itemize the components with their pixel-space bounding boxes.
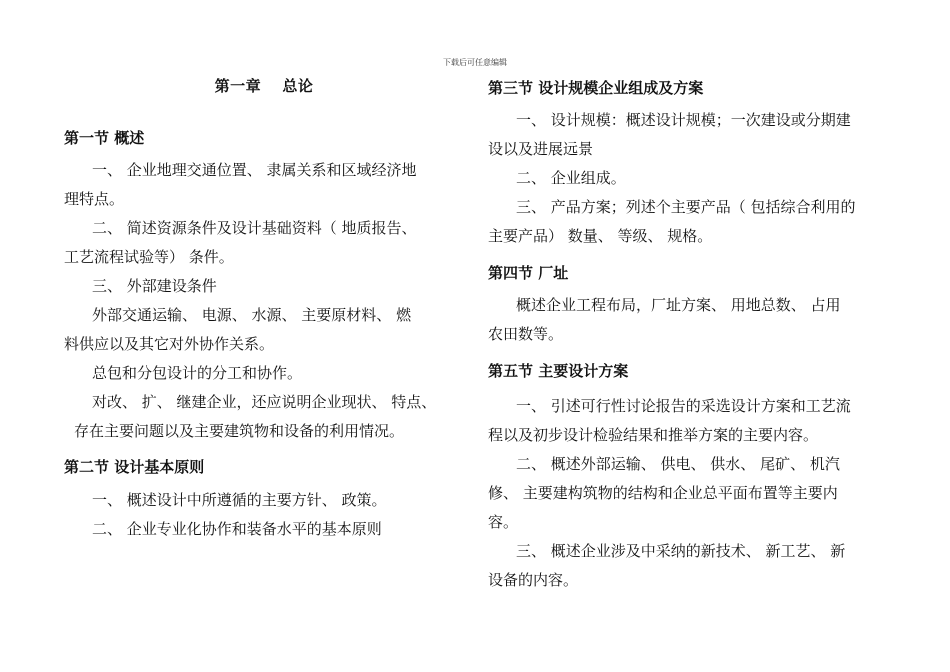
paragraph-line: 二、 企业组成。 (516, 169, 626, 187)
section-title-2: 第二节 设计基本原则 (64, 458, 205, 476)
paragraph-line: 设以及进展远景 (488, 140, 594, 158)
paragraph-line: 概述企业工程布局，厂址方案、 用地总数、 占用 (516, 296, 841, 314)
paragraph-line: 二、 概述外部运输、 供电、 供水、 尾矿、 机汽 (516, 455, 840, 473)
paragraph-line: 三、 产品方案；列述个主要产品（ 包括综合利用的 (516, 198, 856, 216)
section-title-3: 第三节 设计规模企业组成及方案 (488, 79, 704, 97)
paragraph-line: 二、 简述资源条件及设计基础资料（ 地质报告、 (92, 219, 417, 237)
paragraph-line: 主要产品） 数量、 等级、 规格。 (488, 227, 713, 245)
paragraph-line: 三、 概述企业涉及中采纳的新技术、 新工艺、 新 (516, 542, 846, 560)
section-title-5: 第五节 主要设计方案 (488, 362, 629, 380)
paragraph-line: 农田数等。 (488, 325, 564, 343)
paragraph-line: 总包和分包设计的分工和协作。 (92, 364, 303, 382)
paragraph-line: 对改、 扩、 继建企业，还应说明企业现状、 特点、 (92, 393, 437, 411)
section-title-1: 第一节 概述 (64, 129, 145, 147)
chapter-title: 第一章 总论 (214, 77, 314, 95)
paragraph-line: 料供应以及其它对外协作关系。 (64, 335, 275, 353)
paragraph-line: 修、 主要建构筑物的结构和企业总平面布置等主要内 (488, 484, 838, 502)
paragraph-line: 理特点。 (64, 190, 125, 208)
paragraph-line: 二、 企业专业化协作和装备水平的基本原则 (92, 520, 382, 538)
paragraph-line: 一、 引述可行性讨论报告的采选设计方案和工艺流 (516, 397, 851, 415)
paragraph-line: 一、 设计规模：概述设计规模；一次建设或分期建 (516, 111, 851, 129)
paragraph-line: 工艺流程试验等） 条件。 (64, 248, 234, 266)
header-note: 下载后可任意编辑 (443, 58, 507, 67)
paragraph-line: 一、 企业地理交通位置、 隶属关系和区域经济地 (92, 161, 417, 179)
paragraph-line: 一、 概述设计中所遵循的主要方针、 政策。 (92, 491, 387, 509)
paragraph-line: 三、 外部建设条件 (92, 277, 217, 295)
paragraph-line: 容。 (488, 513, 519, 531)
paragraph-line: 程以及初步设计检验结果和推举方案的主要内容。 (488, 426, 819, 444)
paragraph-line: 外部交通运输、 电源、 水源、 主要原材料、 燃 (92, 306, 412, 324)
paragraph-line: 设备的内容。 (488, 571, 579, 589)
paragraph-line: 存在主要问题以及主要建筑物和设备的利用情况。 (74, 422, 405, 440)
section-title-4: 第四节 厂址 (488, 264, 569, 282)
